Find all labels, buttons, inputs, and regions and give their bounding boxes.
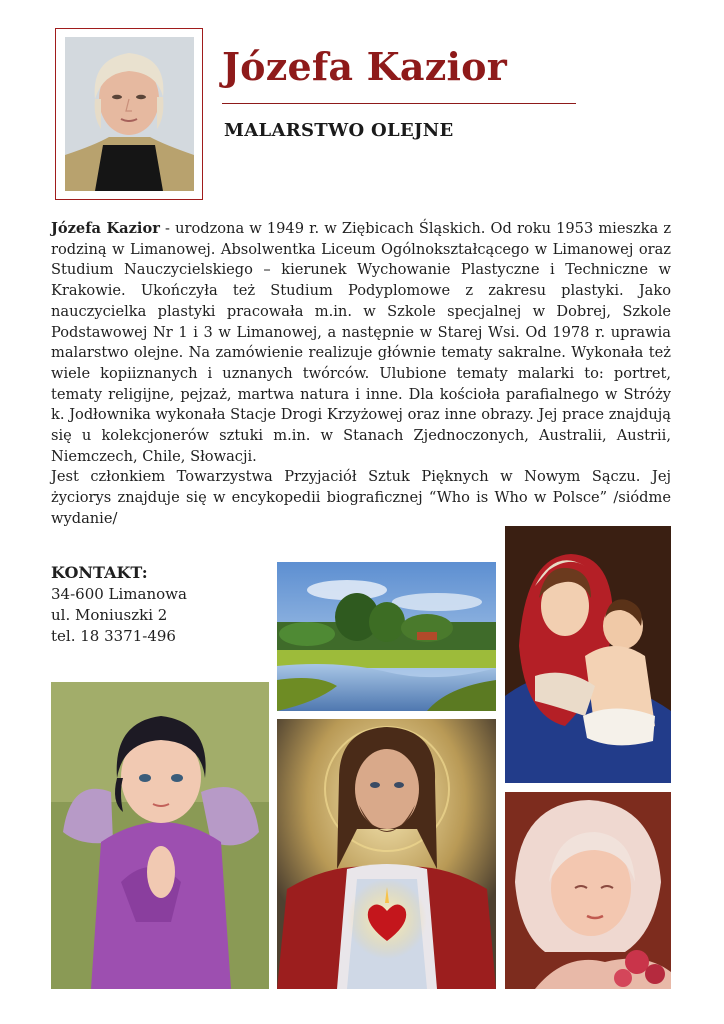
angel-child-painting (51, 682, 269, 989)
title-divider (222, 103, 576, 104)
girl-with-roses-painting (505, 792, 671, 989)
landscape-painting (277, 562, 496, 711)
contact-phone: tel. 18 3371-496 (51, 627, 176, 645)
bio-body: - urodzona w 1949 r. w Ziębicach Śląskich. Od roku 1953 mieszka z rodziną w Limanowej. Absolwentka Liceum Ogólnokształcącego w Limanowej oraz Studium Nauczycielskiego – kierunek Wychowanie Plastyczne i Techniczne w Krakowie. Ukończyła też Studium Podyplomowe z zakresu plastyki. Jako nauczycielka plastyki pracowała m.in. w Szkole specjalnej w Dobrej, Szkole Podstawowej Nr 1 i 3 w Limanowej, a następnie w Starej Wsi. Od 1978 r. uprawia malarstwo olejne. Na zamówienie realizuje głównie tematy sakralne. Wykonała też wiele kopiiznanych i uznanych twórców. Ulubione tematy malarki to: portret, tematy religijne, pejzaż, martwa natura i inne. Dla kościoła parafialnego w Stróży k. Jodłownika wykonała Stacje Drogi Krzyżowej oraz inne obrazy. Jej prace znajdują się u kolekcjonerów sztuki m.in. w Stanach Zjednoczonych, Australii, Austrii, Niemczech, Chile, Słowacji. (51, 220, 672, 465)
bio-lead-name: Józefa Kazior (51, 220, 160, 237)
biography-text (51, 219, 671, 530)
contact-heading: KONTAKT: (51, 563, 148, 582)
sacred-heart-painting (277, 719, 496, 989)
subtitle: MALARSTWO OLEJNE (224, 120, 454, 141)
contact-address-city: 34-600 Limanowa (51, 585, 187, 603)
contact-address-street: ul. Moniuszki 2 (51, 606, 168, 624)
madonna-painting (505, 526, 671, 783)
artist-name-title: Józefa Kazior (222, 44, 507, 89)
author-portrait-photo (65, 37, 194, 191)
bio-membership: Jest członkiem Towarzystwa Przyjaciół Sztuk Pięknych w Nowym Sączu. Jej życiorys znajduje się w encykopedii biograficznej “Who is Who w Polsce” /siódme wydanie/ (51, 468, 671, 527)
portrait-frame (55, 28, 203, 200)
contact-block (51, 562, 266, 647)
